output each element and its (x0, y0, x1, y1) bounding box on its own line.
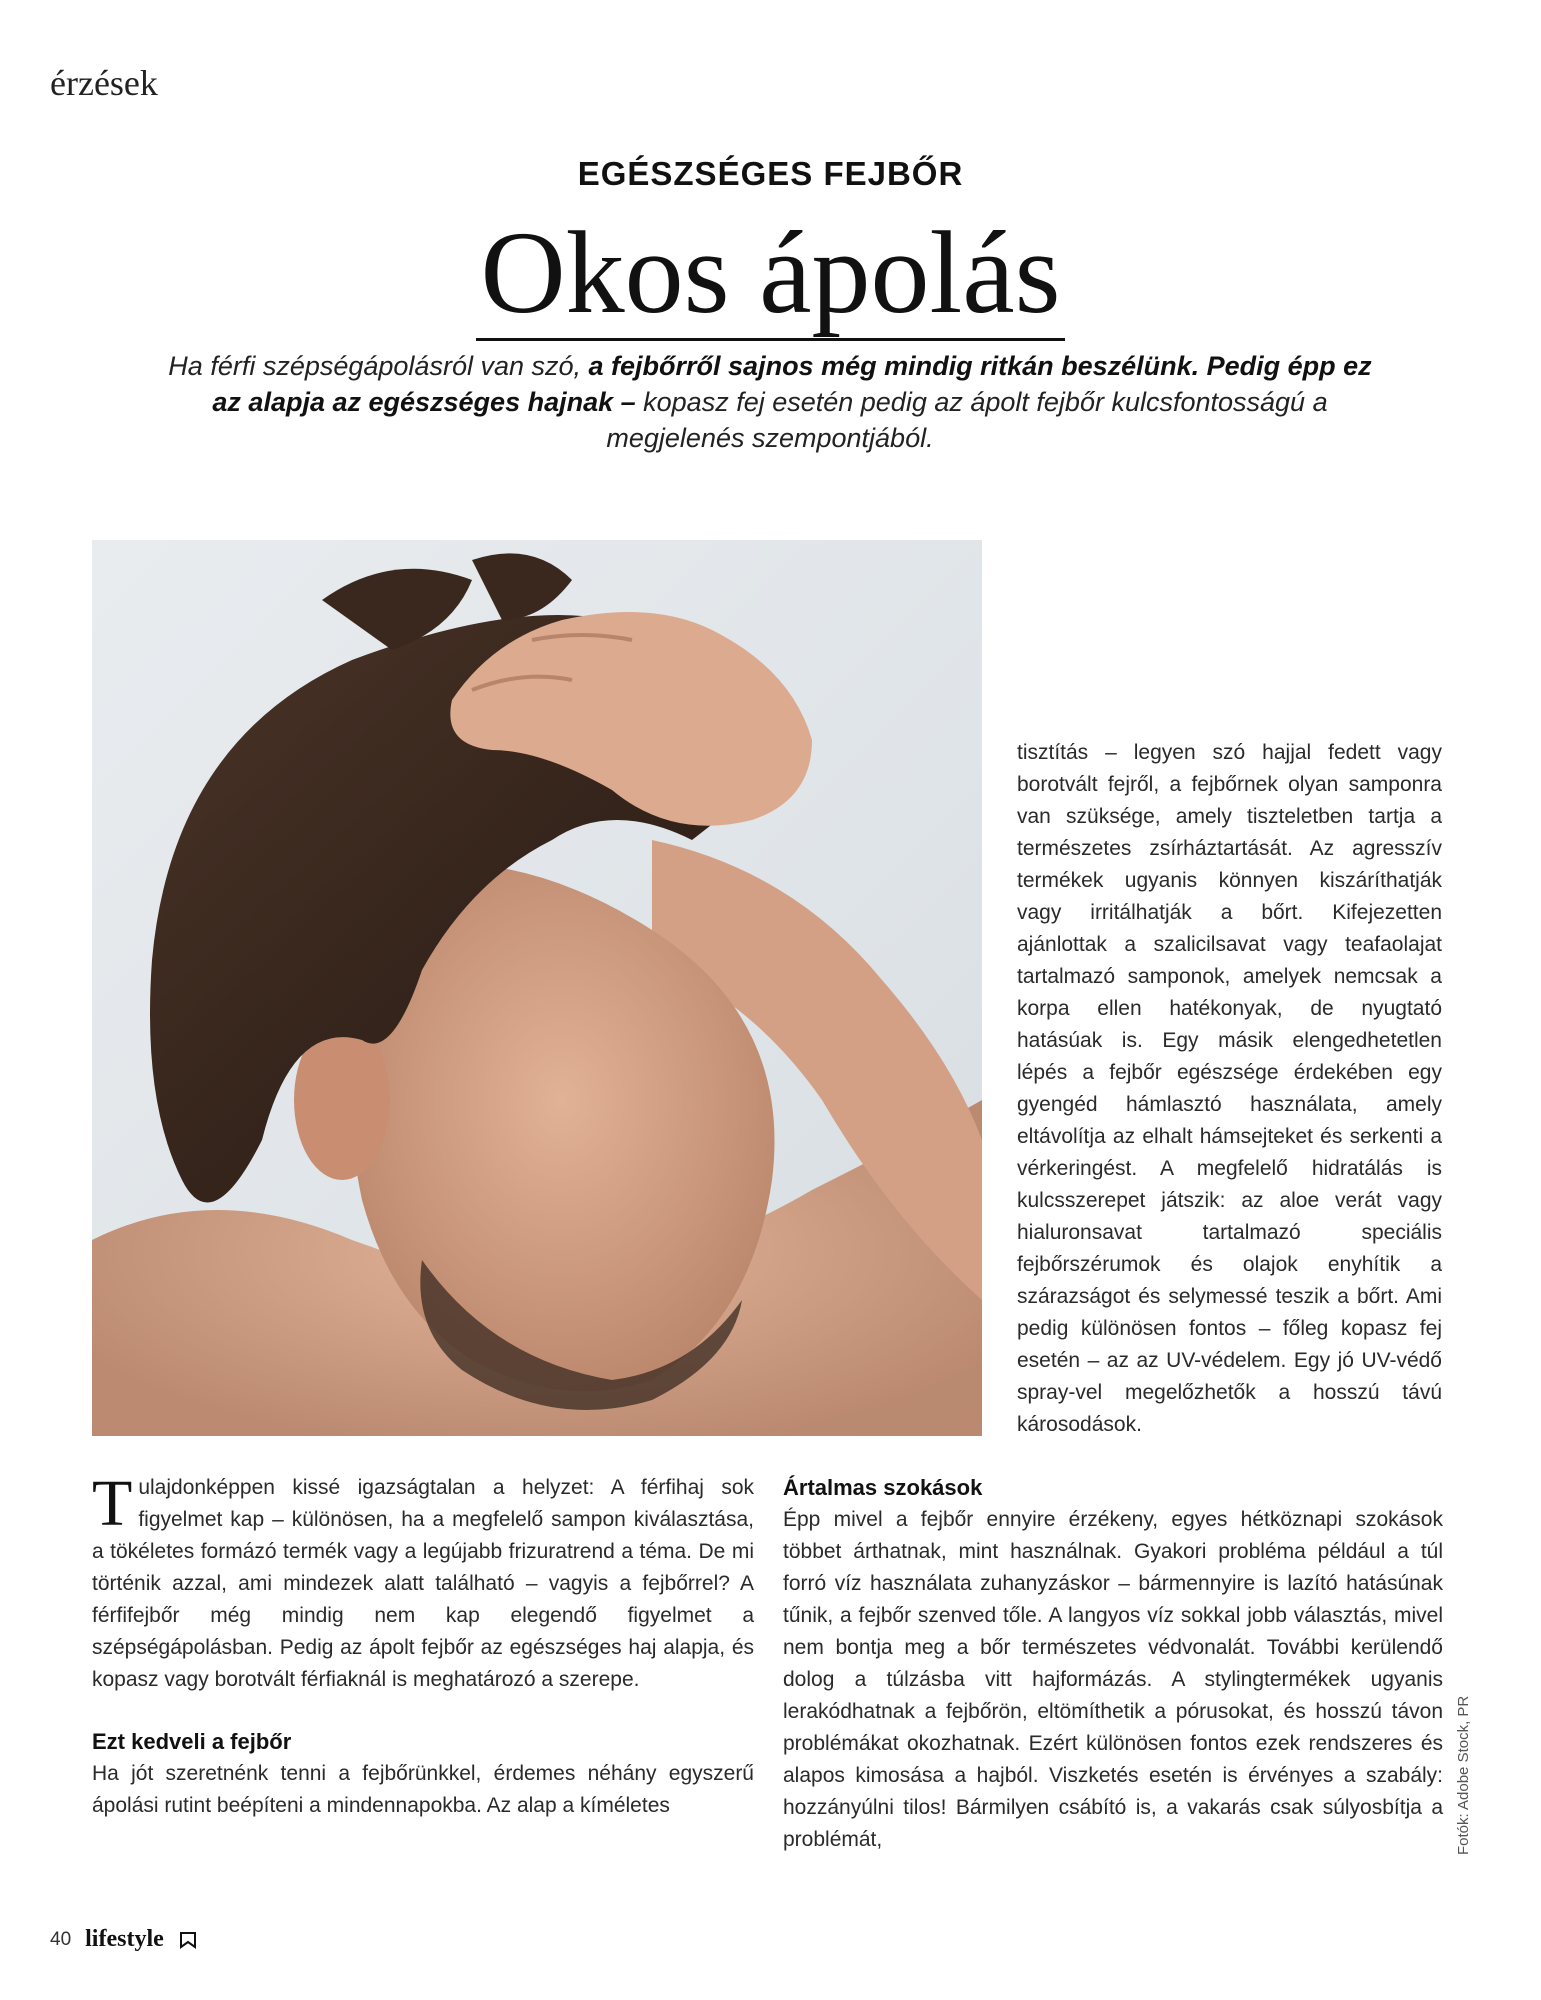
article-column-right (783, 1472, 1443, 1856)
lead-part1: Ha férfi szépségápolásról van szó, (168, 351, 589, 381)
article-kicker: EGÉSZSÉGES FEJBŐR (577, 155, 964, 192)
lead-part2: kopasz fej esetén pedig az ápolt fejbőr kulcsfontosságú a megjelenés szempontjából. (606, 387, 1328, 453)
intro-paragraph (92, 1467, 754, 1696)
subheading: Ezt kedveli a fejbőr (92, 1729, 292, 1754)
paragraph: tisztítás – legyen szó hajjal fedett vagy borotvált fejről, a fejbőrnek olyan samponra van szüksége, amely tiszteletben tartja a természetes zsírháztartását. Az agresszív termékek ugyanis könnyen kiszáríthatják vagy irritálhatják a bőrt. Kifejezetten ajánlottak a szalicilsavat vagy teafaolajat tartalmazó samponok, amelyek nemcsak a korpa ellen hatékonyak, de nyugtató hatásúak is. Egy másik elengedhetetlen lépés a fejbőr egészsége érdekében egy gyengéd hámlasztó használata, amely eltávolítja az elhalt hámsejteket és serkenti a vérkeringést. A megfelelő hidratálás is kulcsszerepet játszik: az aloe verát vagy hialuronsavat tartalmazó speciális fejbőrszérumok és olajok enyhítik a szárazságot és selymessé teszik a bőrt. Ami pedig különösen fontos – főleg kopasz fej esetén – az az UV-védelem. Egy jó UV-védő spray-vel megelőzhetők a hosszú távú károsodások. (1017, 741, 1442, 1436)
photo-credit: Fotók: Adobe Stock, PR (1455, 1695, 1472, 1855)
article-lead (160, 348, 1380, 456)
section-label: érzések (50, 63, 158, 103)
paragraph: Épp mivel a fejbőr ennyire érzékeny, egyes hétköznapi szokások többet árthatnak, mint használnak. Gyakori probléma például a túl forró víz használata zuhanyzáskor – bármennyire is lazító hatásúnak tűnik, a fejbőr szenved tőle. A langyos víz sokkal jobb választás, mivel nem bontja meg a bőr természetes védvonalát. További kerülendő dolog a túlzásba vitt hajformázás. A stylingtermékek ugyanis lerakódhatnak a fejbőrön, eltömíthetik a pórusokat, és hosszú távon problémákat okozhatnak. Ezért különösen fontos ezek rendszeres és alapos kimosása a hajból. Viszketés esetén is érvényes a szabály: hozzányúlni tilos! Bármilyen csábító is, a vakarás csak súlyosbítja a problémát, (783, 1508, 1443, 1851)
paragraph: Ha jót szeretnénk tenni a fejbőrünkkel, érdemes néhány egyszerű ápolási rutint beépíteni a mindennapokba. Az alap a kíméletes (92, 1762, 754, 1817)
man-touching-hair-photo (92, 540, 982, 1436)
page-footer (50, 1926, 198, 1953)
article-column-left (92, 1467, 754, 1822)
subheading: Ártalmas szokások (783, 1475, 983, 1500)
page-number: 40 (50, 1928, 72, 1950)
brand-name: lifestyle (85, 1926, 164, 1952)
lead-bold: a fejbőrről sajnos még mindig ritkán beszélünk. Pedig épp ez az alapja az egészséges hajnak – (212, 351, 1372, 417)
ribbon-icon (178, 1930, 198, 1950)
article-title (0, 208, 1541, 338)
intro-text: ulajdonképpen kissé igazságtalan a helyzet: A férfihaj sok figyelmet kap – különösen, ha a megfelelő sampon kiválasztása, a tökéletes formázó termék vagy a legújabb frizuratrend a téma. De mi történik azzal, ami mindezek alatt található – vagyis a fejbőrrel? A férfifejbőr még mindig nem kap elegendő figyelmet a szépségápolásban. Pedig az ápolt fejbőr az egészséges haj alapja, és kopasz vagy borotvált férfiaknál is meghatározó a szerepe. (92, 1476, 754, 1691)
article-column-right-top (1017, 737, 1442, 1441)
article-title-text: Okos ápolás (476, 207, 1064, 341)
drop-cap: T (92, 1467, 133, 1540)
